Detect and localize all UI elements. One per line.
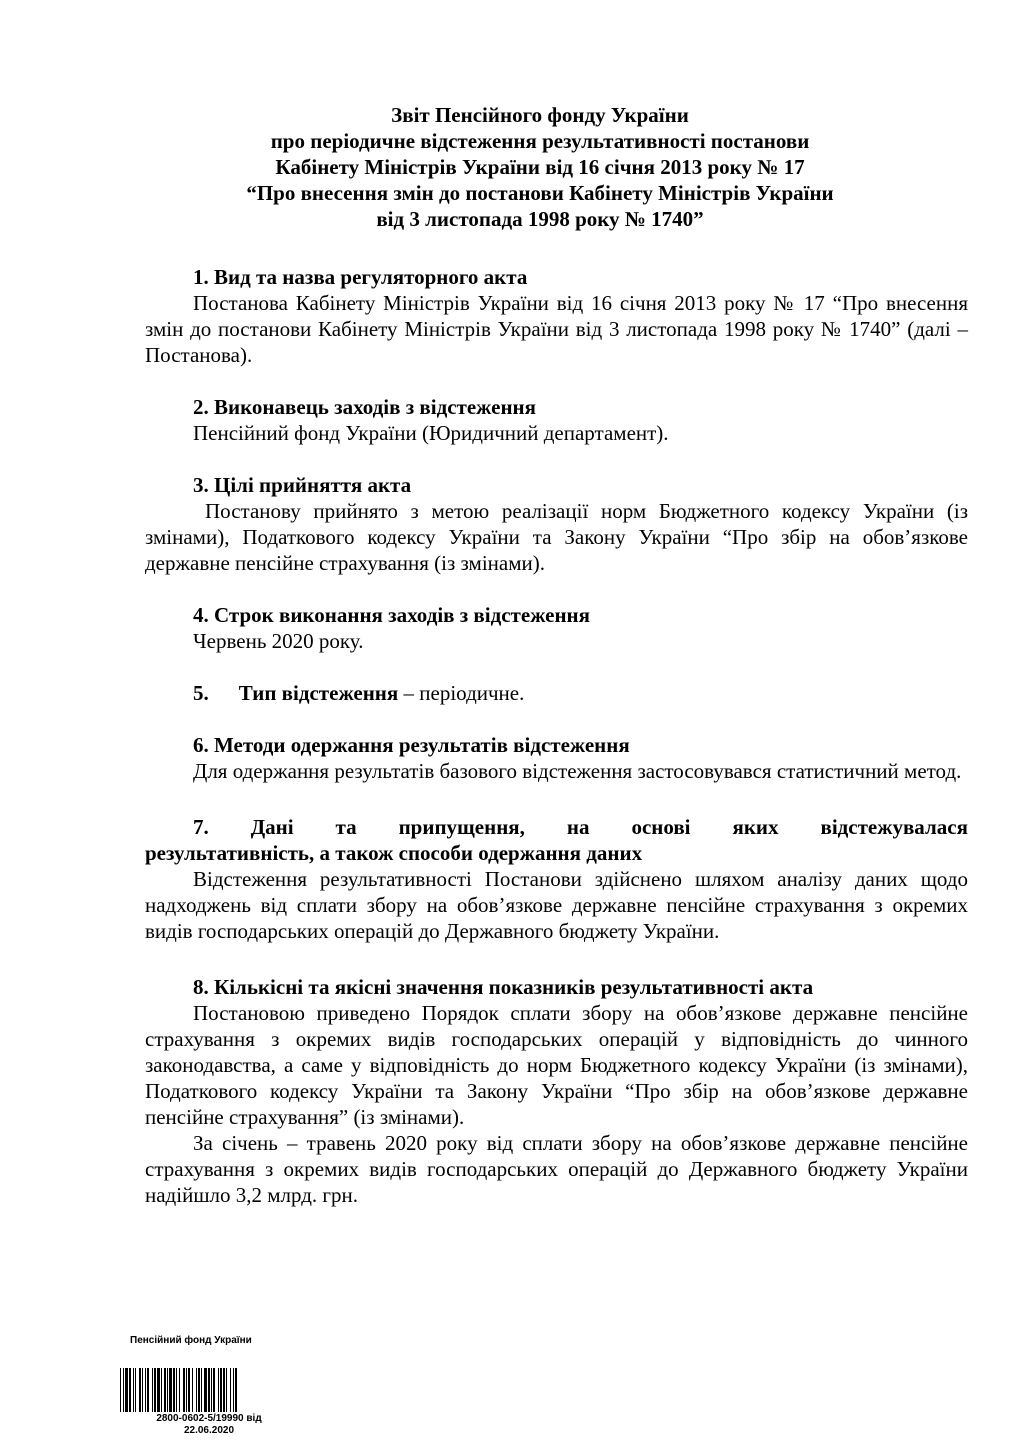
section-heading: 4. Строк виконання заходів з відстеження — [193, 603, 591, 627]
section-text: Постанова Кабінету Міністрів України від 16 січня 2013 року № 17 “Про внесення змін до постанови Кабінету Міністрів України від 3 листопада 1998 року № 1740” (далі – Постанова). — [145, 291, 968, 367]
section-heading: 2. Виконавець заходів з відстеження — [193, 395, 537, 419]
title-line: від 3 листопада 1998 року № 1740” — [376, 207, 704, 231]
registration-number: 2800-0602-5/19990 від — [156, 1413, 262, 1424]
section-heading: 1. Вид та назва регуляторного акта — [193, 265, 528, 289]
section-heading: 8. Кількісні та якісні значення показників результативності акта — [193, 975, 814, 999]
section-number: 5. — [193, 681, 209, 705]
section-heading-line: 7. Дані та припущення, на основі яких відстежувалася — [193, 815, 968, 839]
title-line: про періодичне відстеження результативності постанови — [270, 129, 810, 153]
footer-org-label: Пенсійний фонд України — [130, 1335, 252, 1346]
barcode-icon — [120, 1368, 298, 1412]
section-2 — [145, 394, 968, 446]
document-title — [145, 102, 935, 232]
section-heading: 6. Методи одержання результатів відстеження — [193, 733, 630, 757]
barcode-caption — [120, 1413, 298, 1437]
registration-date: 22.06.2020 — [183, 1425, 235, 1436]
section-8 — [145, 974, 968, 1208]
section-text: Постановою приведено Порядок сплати збору на обов’язкове державне пенсійне страхування з окремих видів господарських операцій у відповідність до чинного законодавства, а саме у відповідність до норм Бюджетного кодексу України (із змінами), Податкового кодексу України та Закону України “Про збір на обов’язкове державне пенсійне страхування” (із змінами). — [145, 1001, 968, 1129]
section-text: Постанову прийнято з метою реалізації норм Бюджетного кодексу України (із змінами), Податкового кодексу України та Закону України “Про збір на обов’язкове державне пенсійне страхування (із змінами). — [145, 499, 968, 575]
section-6 — [145, 732, 968, 784]
document-body — [145, 264, 968, 1208]
title-line: Кабінету Міністрів України від 16 січня 2013 року № 17 — [275, 155, 805, 179]
section-text: Відстеження результативності Постанови здійснено шляхом аналізу даних щодо надходжень від сплати збору на обов’язкове державне пенсійне страхування з окремих видів господарських операцій до Державного бюджету України. — [145, 867, 968, 943]
section-heading — [145, 814, 968, 866]
section-7 — [145, 814, 968, 944]
section-heading-line: результативність, а також способи одержання даних — [145, 841, 643, 865]
section-5 — [145, 680, 968, 706]
section-text: – періодичне. — [398, 681, 525, 705]
section-heading: 3. Цілі прийняття акта — [193, 473, 412, 497]
section-heading: Тип відстеження — [238, 681, 399, 705]
section-text: Для одержання результатів базового відстеження застосовувався статистичний метод. — [193, 759, 962, 783]
section-line — [145, 680, 968, 706]
section-text: Червень 2020 року. — [193, 629, 364, 653]
section-text: За січень – травень 2020 року від сплати збору на обов’язкове державне пенсійне страхування з окремих видів господарських операцій до Державного бюджету України надійшло 3,2 млрд. грн. — [145, 1131, 968, 1207]
title-line: “Про внесення змін до постанови Кабінету Міністрів України — [246, 181, 834, 205]
section-3 — [145, 472, 968, 576]
title-line: Звіт Пенсійного фонду України — [391, 103, 689, 127]
section-4 — [145, 602, 968, 654]
section-text: Пенсійний фонд України (Юридичний департамент). — [193, 421, 669, 445]
section-1 — [145, 264, 968, 368]
